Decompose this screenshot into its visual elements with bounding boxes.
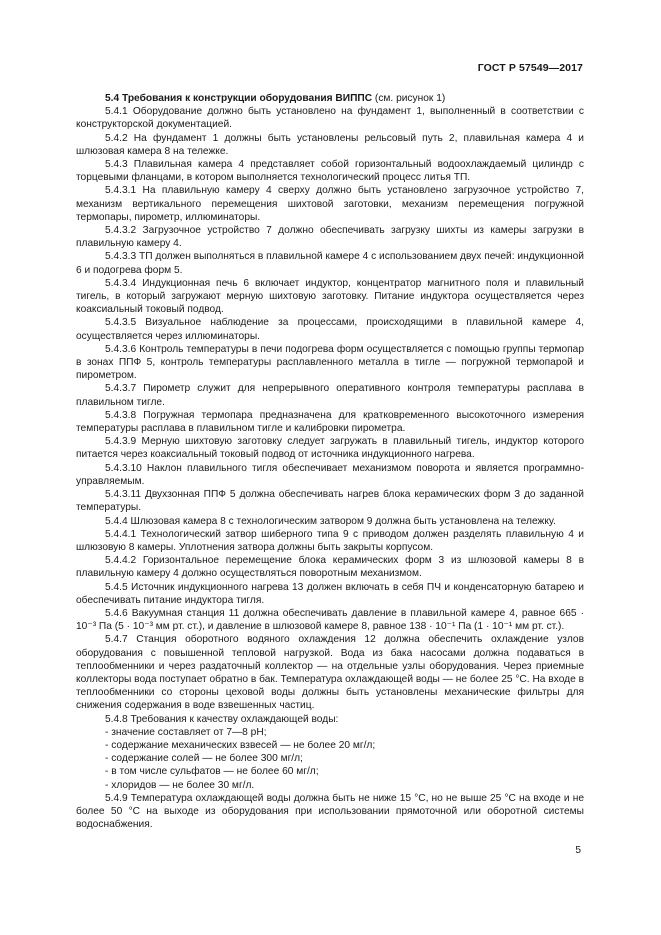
paragraph-5-4-3-5: 5.4.3.5 Визуальное наблюдение за процессами, происходящими в плавильной камере 4, осуществляется через иллюминаторы. xyxy=(76,317,584,342)
paragraph-5-4-3-10: 5.4.3.10 Наклон плавильного тигля обеспечивает механизмом поворота и является программно-управляемым. xyxy=(76,462,584,487)
paragraph-5-4-4-1: 5.4.4.1 Технологический затвор шиберного типа 9 с приводом должен разделять плавильную 4 и шлюзовую 8 камеры. Уплотнения затвора должны быть закрыты корпусом. xyxy=(76,528,584,553)
paragraph-5-4-3: 5.4.3 Плавильная камера 4 представляет собой горизонтальный водоохлаждаемый цилиндр с торцевыми фланцами, в котором выполняется технологический процесс литья ТП. xyxy=(76,159,584,184)
list-item: - значение составляет от 7—8 pH; xyxy=(105,726,267,738)
paragraph-5-4-9: 5.4.9 Температура охлаждающей воды должна быть не ниже 15 °С, но не выше 25 °С на входе и не более 50 °С на выходе из оборудования при использовании прямоточной или оборотной системы водоснабжения. xyxy=(76,792,584,831)
paragraph-5-4-6: 5.4.6 Вакуумная станция 11 должна обеспечивать давление в плавильной камере 4, равное 665 · 10⁻³ Па (5 · 10⁻³ мм рт. ст.), и давление в шлюзовой камере 8, равное 138 · 10⁻¹ Па (1 · 10⁻¹ мм рт. ст.). xyxy=(76,607,584,633)
paragraph-5-4-4: 5.4.4 Шлюзовая камера 8 с технологическим затвором 9 должна быть установлена на тележку. xyxy=(105,515,556,527)
paragraph-5-4-3-11: 5.4.3.11 Двухзонная ППФ 5 должна обеспечивать нагрев блока керамических форм 3 до заданной температуры. xyxy=(76,489,584,514)
paragraph-5-4-3-8: 5.4.3.8 Погружная термопара предназначена для кратковременного высокоточного измерения температуры расплава в плавильном тигле и калибровки пирометра. xyxy=(76,409,584,435)
document-code: ГОСТ Р 57549—2017 xyxy=(477,62,583,74)
section-title: 5.4 Требования к конструкции оборудования ВИППС xyxy=(105,93,373,104)
section-title-note: (см. рисунок 1) xyxy=(374,93,446,104)
paragraph-5-4-5: 5.4.5 Источник индукционного нагрева 13 должен включать в себя ПЧ и конденсаторную батарею и обеспечивать питание индуктора тигля. xyxy=(76,581,584,606)
list-item: - в том числе сульфатов — не более 60 мг/л; xyxy=(105,766,319,778)
paragraph-5-4-3-1: 5.4.3.1 На плавильную камеру 4 сверху должно быть установлено загрузочное устройство 7, механизм вертикального перемещения шихтовой заготовки, механизм перемещения погружной термопары, пирометр, иллюминаторы. xyxy=(76,185,584,223)
paragraph-5-4-4-2: 5.4.4.2 Горизонтальное перемещение блока керамических форм 3 из шлюзовой камеры 8 в плавильную камеру 4 должно осуществляться поворотным механизмом. xyxy=(76,555,584,580)
paragraph-5-4-3-9: 5.4.3.9 Мерную шихтовую заготовку следует загружать в плавильный тигель, индуктор которого питается через коаксиальный токовый подвод от источника индукционного нагрева. xyxy=(76,436,584,461)
page-content xyxy=(76,92,584,831)
paragraph-5-4-3-7: 5.4.3.7 Пирометр служит для непрерывного оперативного контроля температуры расплава в плавильном тигле. xyxy=(76,383,584,408)
paragraph-5-4-3-3: 5.4.3.3 ТП должен выполняться в плавильной камере 4 с использованием двух печей: индукционной 6 и подогрева форм 5. xyxy=(76,251,584,276)
list-item: - содержание солей — не более 300 мг/л; xyxy=(105,753,303,765)
paragraph-5-4-3-4: 5.4.3.4 Индукционная печь 6 включает индуктор, концентратор магнитного поля и плавильный тигель, в который загружают мерную шихтовую заготовку. Питание индуктора осуществляется через коаксиальный токовый подвод. xyxy=(76,277,584,316)
list-item: - хлоридов — не более 30 мг/л. xyxy=(105,779,255,791)
page-number: 5 xyxy=(575,845,581,856)
paragraph-5-4-1: 5.4.1 Оборудование должно быть установлено на фундамент 1, выполненный в соответствии с конструкторской документацией. xyxy=(76,106,584,131)
paragraph-5-4-3-2: 5.4.3.2 Загрузочное устройство 7 должно обеспечивать загрузку шихты из камеры загрузки в плавильную камеру 4. xyxy=(76,225,584,250)
paragraph-5-4-8: 5.4.8 Требования к качеству охлаждающей воды: xyxy=(105,713,339,725)
list-item: - содержание механических взвесей — не более 20 мг/л; xyxy=(105,739,376,751)
paragraph-5-4-3-6: 5.4.3.6 Контроль температуры в печи подогрева форм осуществляется с помощью группы термопар в зонах ППФ 5, контроль температуры расплавленного металла в тигле — погружной термопарой и пирометром. xyxy=(76,343,584,382)
paragraph-5-4-7: 5.4.7 Станция оборотного водяного охлаждения 12 должна обеспечить охлаждение узлов оборудования с повышенной тепловой нагрузкой. Вода из бака насосами должна подаваться в теплообменники и через раздаточный коллектор — на отдельные узлы оборудования. Через приемные коллекторы вода поступает обратно в бак. Температура охлаждающей воды — не более 25 °С. На входе в теплообменники со стороны цеховой воды должны быть установлены механические фильтры для снижения содержания в воде взвешенных частиц. xyxy=(76,634,584,712)
paragraph-5-4-2: 5.4.2 На фундамент 1 должны быть установлены рельсовый путь 2, плавильная камера 4 и шлюзовая камера 8 на тележке. xyxy=(76,132,584,157)
section-heading xyxy=(76,92,584,105)
